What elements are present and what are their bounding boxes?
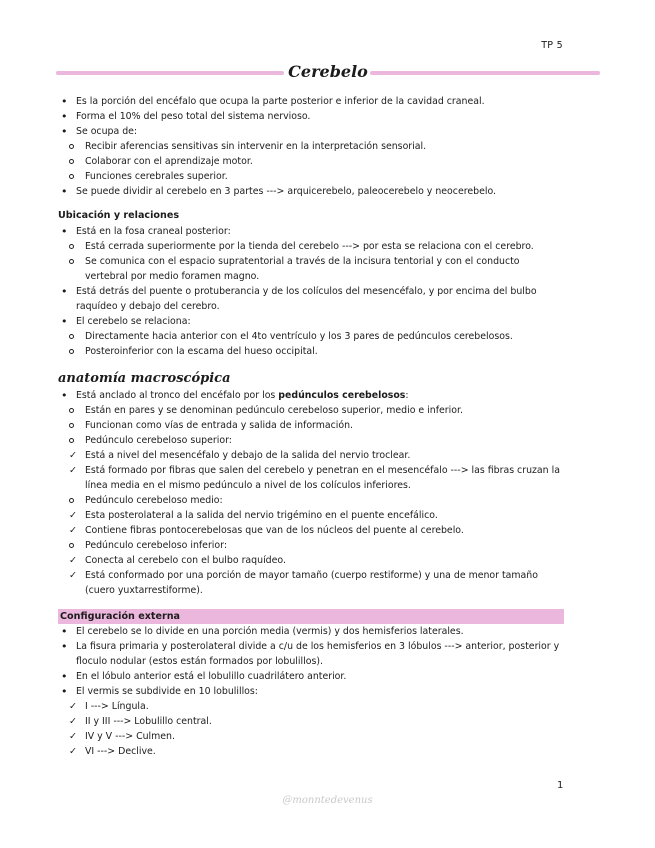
section-heading-anatomia: anatomía macroscópica	[58, 371, 231, 386]
list-item: ✓ Está a nivel del mesencéfalo y debajo de la salida del nervio troclear.	[58, 448, 564, 463]
list-item: ✓ Esta posterolateral a la salida del nervio trigémino en el puente encefálico.	[58, 508, 564, 523]
list-item: • Se ocupa de:	[58, 124, 564, 139]
list-item: • Está en la fosa craneal posterior:	[58, 224, 564, 239]
section-heading-configuracion: Configuración externa	[58, 609, 564, 624]
list-item: ✓ Está conformado por una porción de mayor tamaño (cuerpo restiforme) y una de menor tamaño (cuero yuxtarrestiforme).	[58, 568, 564, 598]
list-item: ✓ II y III ---> Lobulillo central.	[58, 714, 564, 729]
page-title: Cerebelo	[288, 62, 368, 81]
list-item: ✓ VI ---> Declive.	[58, 744, 564, 759]
list-item: Se comunica con el espacio supratentorial a través de la incisura tentorial y con el conducto vertebral por medio foramen magno.	[58, 254, 564, 284]
list-item: • La fisura primaria y posterolateral divide a c/u de los hemisferios en 3 lóbulos ---> anterior, posterior y floculo nodular (estos están formados por lobulillos).	[58, 639, 564, 669]
list-item: Funciones cerebrales superior.	[58, 169, 564, 184]
intro-list	[58, 94, 564, 199]
list-item: ✓ Está formado por fibras que salen del cerebelo y penetran en el mesencéfalo ---> las fibras cruzan la línea media en el mismo pedúnculo a nivel de los colículos inferiores.	[58, 463, 564, 493]
list-item: • Es la porción del encéfalo que ocupa la parte posterior e inferior de la cavidad craneal.	[58, 94, 564, 109]
watermark: @monntedevenus	[282, 795, 373, 806]
configuracion-list	[58, 624, 564, 759]
ubicacion-list	[58, 224, 564, 359]
list-item: Están en pares y se denominan pedúnculo cerebeloso superior, medio e inferior.	[58, 403, 564, 418]
list-item: ✓ Conecta al cerebelo con el bulbo raquídeo.	[58, 553, 564, 568]
list-item: Pedúnculo cerebeloso superior:	[58, 433, 564, 448]
list-item: • Forma el 10% del peso total del sistema nervioso.	[58, 109, 564, 124]
lead-text: Está anclado al tronco del encéfalo por los	[76, 390, 279, 401]
title-rule-right	[370, 71, 600, 75]
list-item: ✓ Contiene fibras pontocerebelosas que van de los núcleos del puente al cerebelo.	[58, 523, 564, 538]
list-item: Directamente hacia anterior con el 4to ventrículo y los 3 pares de pedúnculos cerebelosos.	[58, 329, 564, 344]
section-heading-ubicacion: Ubicación y relaciones	[58, 210, 180, 221]
list-item: Posteroinferior con la escama del hueso occipital.	[58, 344, 564, 359]
document-body	[58, 94, 564, 759]
list-item: • En el lóbulo anterior está el lobulillo cuadrilátero anterior.	[58, 669, 564, 684]
list-item: Colaborar con el aprendizaje motor.	[58, 154, 564, 169]
list-item: • El cerebelo se lo divide en una porción media (vermis) y dos hemisferios laterales.	[58, 624, 564, 639]
list-item: • Se puede dividir al cerebelo en 3 partes ---> arquicerebelo, paleocerebelo y neocerebelo.	[58, 184, 564, 199]
list-item: • Está detrás del puente o protuberancia y de los colículos del mesencéfalo, y por encima del bulbo raquídeo y debajo del cerebro.	[58, 284, 564, 314]
list-item: ✓ IV y V ---> Culmen.	[58, 729, 564, 744]
lead-end: :	[405, 390, 409, 401]
list-item	[58, 388, 564, 403]
list-item: Funcionan como vías de entrada y salida de información.	[58, 418, 564, 433]
list-item: Pedúnculo cerebeloso medio:	[58, 493, 564, 508]
list-item: Está cerrada superiormente por la tienda del cerebelo ---> por esta se relaciona con el cerebro.	[58, 239, 564, 254]
lead-bold-term: pedúnculos cerebelosos	[278, 390, 406, 401]
list-item: • El cerebelo se relaciona:	[58, 314, 564, 329]
list-item: ✓ I ---> Língula.	[58, 699, 564, 714]
list-item: Pedúnculo cerebeloso inferior:	[58, 538, 564, 553]
list-item: • El vermis se subdivide en 10 lobulillos:	[58, 684, 564, 699]
page-number: 1	[557, 780, 564, 791]
tp-label: TP 5	[541, 40, 563, 51]
title-banner	[56, 62, 600, 84]
list-item: Recibir aferencias sensitivas sin intervenir en la interpretación sensorial.	[58, 139, 564, 154]
anatomia-list	[58, 388, 564, 598]
